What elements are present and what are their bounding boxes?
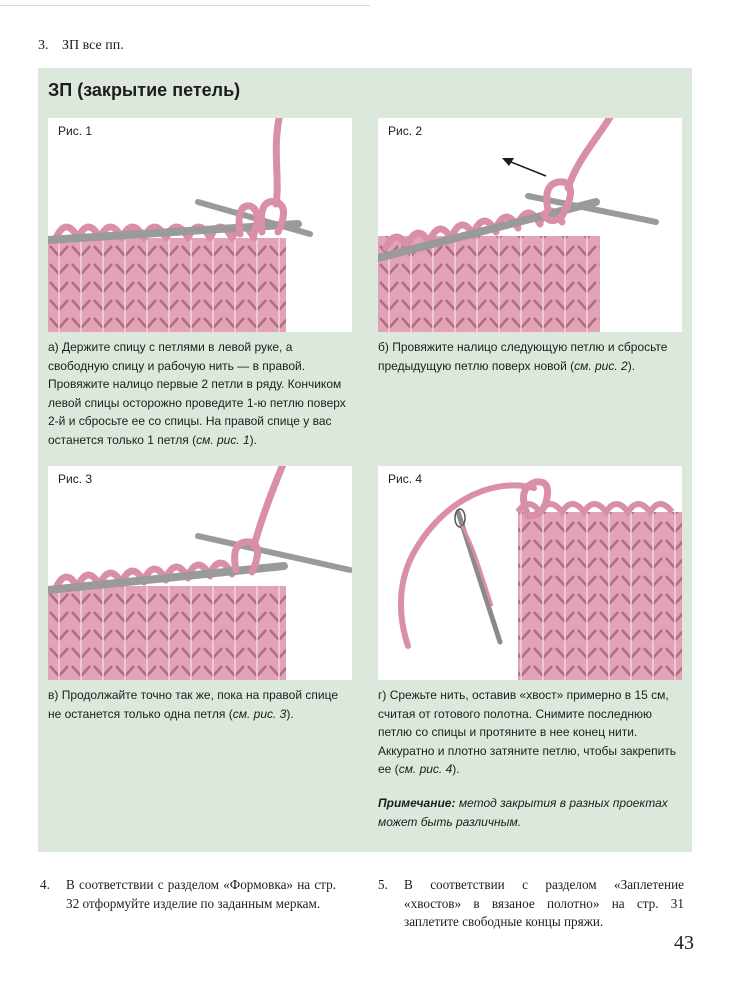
top-rule (0, 5, 370, 6)
caption-a (48, 338, 354, 450)
step-text: ЗП все пп. (62, 38, 124, 53)
caption-d (378, 686, 684, 779)
figure-3 (48, 466, 352, 680)
caption-ref: см. рис. 2 (574, 358, 628, 373)
figure-label: Рис. 1 (58, 124, 93, 138)
figure-label: Рис. 2 (388, 124, 423, 138)
step-number: 5. (378, 877, 388, 892)
step-3 (38, 38, 124, 54)
caption-end: ). (249, 432, 258, 447)
note (378, 794, 684, 831)
caption-ref: см. рис. 4 (398, 762, 453, 777)
caption-ref: см. рис. 1 (196, 432, 250, 447)
figure-label: Рис. 3 (58, 472, 93, 486)
caption-text: б) Провяжите налицо следующую петлю и сбросьте предыдущую петлю поверх новой ( (378, 340, 668, 373)
figure-1 (48, 118, 352, 332)
step-number: 4. (40, 877, 50, 892)
caption-b (378, 338, 684, 375)
step-text: В соответствии с разделом «Формовка» на стр. 32 отформуйте изделие по заданным меркам. (66, 877, 336, 911)
figure-2 (378, 118, 682, 332)
caption-ref: см. рис. 3 (232, 706, 287, 721)
caption-text: а) Держите спицу с петлями в левой руке, а свободную спицу и рабочую нить — в правой. Провяжите налицо первые 2 петли в ряду. Кончиком левой спицы осторожно проведите 1-ю петлю поверх 2-й и сбросьте ее со спицы. На правой спице у вас останется только 1 петля ( (48, 340, 346, 447)
figure-2-illustration (378, 118, 682, 332)
figure-4 (378, 466, 682, 680)
step-number: 3. (38, 38, 49, 53)
caption-text: в) Продолжайте точно так же, пока на правой спице не останется только одна петля ( (48, 688, 338, 721)
caption-end: ). (627, 358, 636, 373)
figure-label: Рис. 4 (388, 472, 423, 486)
bind-off-panel (38, 68, 692, 852)
caption-end: ). (286, 706, 294, 721)
caption-end: ). (452, 762, 460, 777)
step-4 (40, 876, 336, 913)
figure-1-illustration (48, 118, 352, 332)
note-label: Примечание: (378, 796, 456, 810)
note-text: метод закрытия в разных проектах может быть различным. (378, 796, 668, 829)
panel-title: ЗП (закрытие петель) (48, 80, 241, 100)
caption-c (48, 686, 354, 723)
step-5 (378, 876, 684, 932)
page-number: 43 (674, 932, 694, 954)
caption-text: г) Срежьте нить, оставив «хвост» примерно в 15 см, считая от готового полотна. Снимите последнюю петлю со спицы и протяните в нее конец нити. Аккуратно и плотно затяните петлю, чтобы закрепить ее ( (378, 688, 677, 777)
figure-4-illustration (378, 466, 682, 680)
step-text: В соответствии с разделом «Заплетение «хвостов» в вязаное полотно» на стр. 31 заплетите свободные концы пряжи. (404, 877, 684, 929)
figure-3-illustration (48, 466, 352, 680)
